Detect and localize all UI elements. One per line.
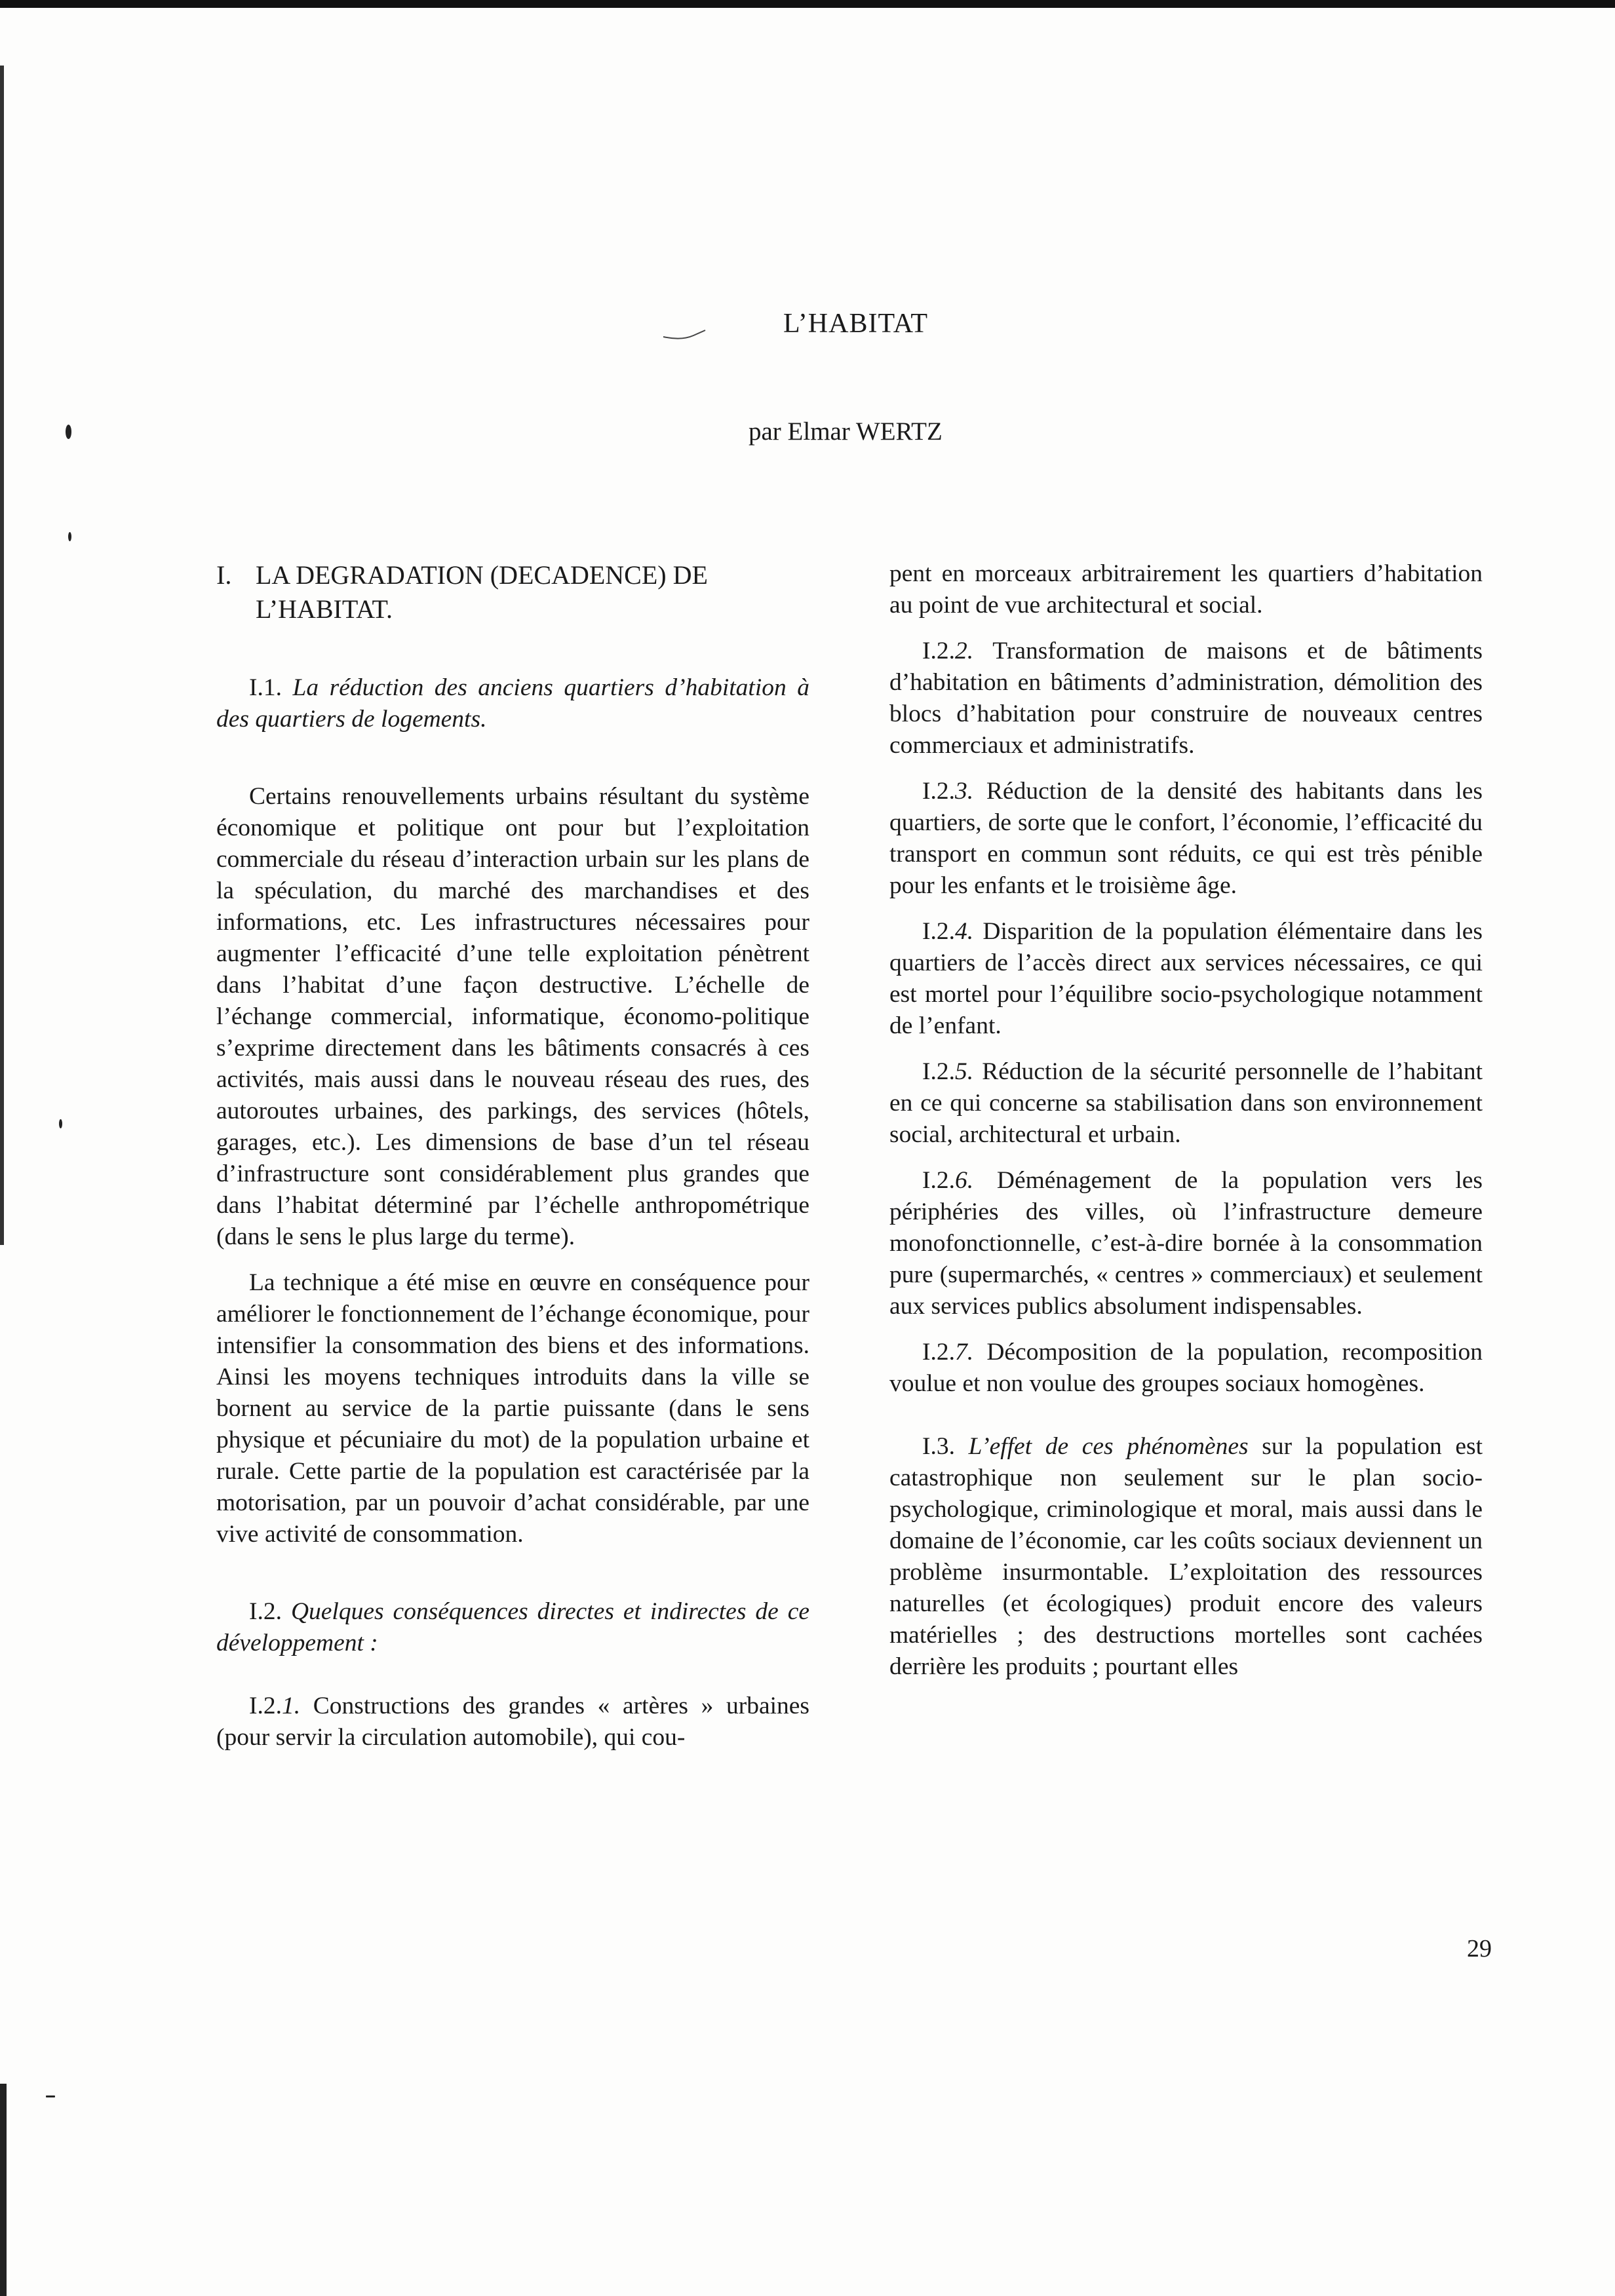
item-text: Disparition de la population élémentaire dans les quartiers de l’accès direct aux services nécessaires, ce qui est mortel pour l’équilibre socio-psychologique notamment de l’enfant. bbox=[889, 918, 1483, 1039]
list-item bbox=[889, 916, 1483, 1042]
subsection-heading bbox=[216, 1596, 809, 1659]
item-number: I.2. bbox=[922, 1339, 955, 1366]
scan-top-edge bbox=[0, 0, 1615, 8]
item-number: I.2. bbox=[249, 1693, 282, 1719]
subsection-title: L’effet de ces phénomènes bbox=[968, 1433, 1249, 1460]
title-flourish bbox=[662, 328, 708, 341]
section-title: LA DEGRADATION (DECADENCE) DE L’HABITAT. bbox=[256, 560, 708, 624]
item-text: Constructions des grandes « artères » urbaines (pour servir la circulation automobile), qui cou- bbox=[216, 1693, 810, 1751]
subsection-paragraph bbox=[889, 1431, 1483, 1683]
page-number: 29 bbox=[1467, 1935, 1492, 1962]
item-number: I.2. bbox=[922, 918, 955, 945]
subsection-number: I.3. bbox=[922, 1433, 955, 1460]
right-column bbox=[889, 558, 1483, 1683]
list-item bbox=[216, 1691, 809, 1753]
item-number-suffix: 6. bbox=[955, 1167, 974, 1194]
body-paragraph: pent en morceaux arbitrairement les quartiers d’habitation au point de vue architectural et social. bbox=[889, 560, 1483, 619]
list-item bbox=[889, 1337, 1483, 1400]
subsection-number: I.1. bbox=[249, 674, 282, 701]
article-title: L’HABITAT bbox=[783, 309, 929, 339]
scan-speck bbox=[46, 2095, 55, 2097]
section-heading bbox=[216, 558, 809, 626]
subsection-title: La réduction des anciens quartiers d’habitation à des quartiers de logements. bbox=[216, 674, 809, 733]
item-number-suffix: 5. bbox=[955, 1058, 974, 1085]
item-text: Transformation de maisons et de bâtiments d’habitation en bâtiments d’administration, démolition des blocs d’habitation pour construire de nouveaux centres commerciaux et administratifs. bbox=[889, 638, 1483, 759]
item-number: I.2. bbox=[922, 1167, 955, 1194]
body-paragraph: La technique a été mise en œuvre en conséquence pour améliorer le fonctionnement de l’échange économique, pour intensifier la consommation des biens et des informations. Ainsi les moyens techniques introduits dans la ville se bornent au service de la partie puissante (dans le sens physique et pécuniaire du mot) de la population urbaine et rurale. Cette partie de la population est caractérisée par la motorisation, par un pouvoir d’achat considérable, par une vive activité de consommation. bbox=[216, 1269, 809, 1548]
subsection-title: Quelques conséquences directes et indirectes de ce développement : bbox=[216, 1598, 809, 1656]
item-number-suffix: 1. bbox=[282, 1693, 301, 1719]
item-number-suffix: 2. bbox=[955, 638, 974, 664]
item-number-suffix: 3. bbox=[955, 778, 974, 805]
byline: par Elmar WERTZ bbox=[749, 417, 943, 446]
left-column bbox=[216, 558, 809, 1753]
scan-speck bbox=[66, 425, 71, 439]
item-number-suffix: 7. bbox=[955, 1339, 974, 1366]
list-item bbox=[889, 776, 1483, 902]
item-text: Décomposition de la population, recomposition voulue et non voulue des groupes sociaux homogènes. bbox=[889, 1339, 1483, 1397]
scan-speck bbox=[59, 1119, 62, 1128]
subsection-heading bbox=[216, 672, 809, 735]
scan-speck bbox=[68, 532, 71, 541]
list-item bbox=[889, 1165, 1483, 1322]
subsection-number: I.2. bbox=[249, 1598, 282, 1625]
section-number: I. bbox=[216, 560, 232, 590]
body-paragraph: Certains renouvellements urbains résultant du système économique et politique ont pour but l’exploitation commerciale du réseau d’interaction urbain sur les plans de la spéculation, du marché des marchandises et des informations, etc. Les infrastructures nécessaires pour augmenter l’efficacité d’une telle exploitation pénètrent dans l’habitat d’une façon destructive. L’échelle de l’échange commercial, informatique, économo-politique s’exprime directement dans les bâtiments consacrés à ces activités, mais aussi dans le nouveau réseau des rues, des autoroutes urbaines, des parkings, des services (hôtels, garages, etc.). Les dimensions de base d’un tel réseau d’infrastructure sont considérablement plus grandes que dans l’habitat déterminé par l’échelle anthropométrique (dans le sens le plus large du terme). bbox=[216, 783, 809, 1250]
item-text: Déménagement de la population vers les périphéries des villes, où l’infrastructure demeure monofonctionnelle, c’est-à-dire bornée à la consommation pure (supermarchés, « centres » commerciaux) et seulement aux services publics absolument indispensables. bbox=[889, 1167, 1483, 1320]
item-number: I.2. bbox=[922, 638, 955, 664]
item-text: Réduction de la sécurité personnelle de l’habitant en ce qui concerne sa stabilisation dans son environnement social, architectural et urbain. bbox=[889, 1058, 1483, 1148]
body-text: sur la population est catastrophique non seulement sur le plan socio-psychologique, criminologique et moral, mais aussi dans le domaine de l’économie, car les coûts sociaux deviennent un problème insurmontable. L’exploitation des ressources naturelles (et écologiques) produit encore des valeurs matérielles ; des destructions mortelles sont cachées derrière les produits ; pourtant elles bbox=[889, 1433, 1483, 1680]
list-item bbox=[889, 636, 1483, 761]
item-number: I.2. bbox=[922, 1058, 955, 1085]
list-item bbox=[889, 1056, 1483, 1151]
item-number-suffix: 4. bbox=[955, 918, 974, 945]
scan-left-edge-bottom bbox=[0, 2084, 7, 2296]
item-text: Réduction de la densité des habitants dans les quartiers, de sorte que le confort, l’économie, l’efficacité du transport en commun sont réduits, ce qui est très pénible pour les enfants et le troisième âge. bbox=[889, 778, 1483, 899]
item-number: I.2. bbox=[922, 778, 955, 805]
scan-left-edge bbox=[0, 66, 4, 1245]
